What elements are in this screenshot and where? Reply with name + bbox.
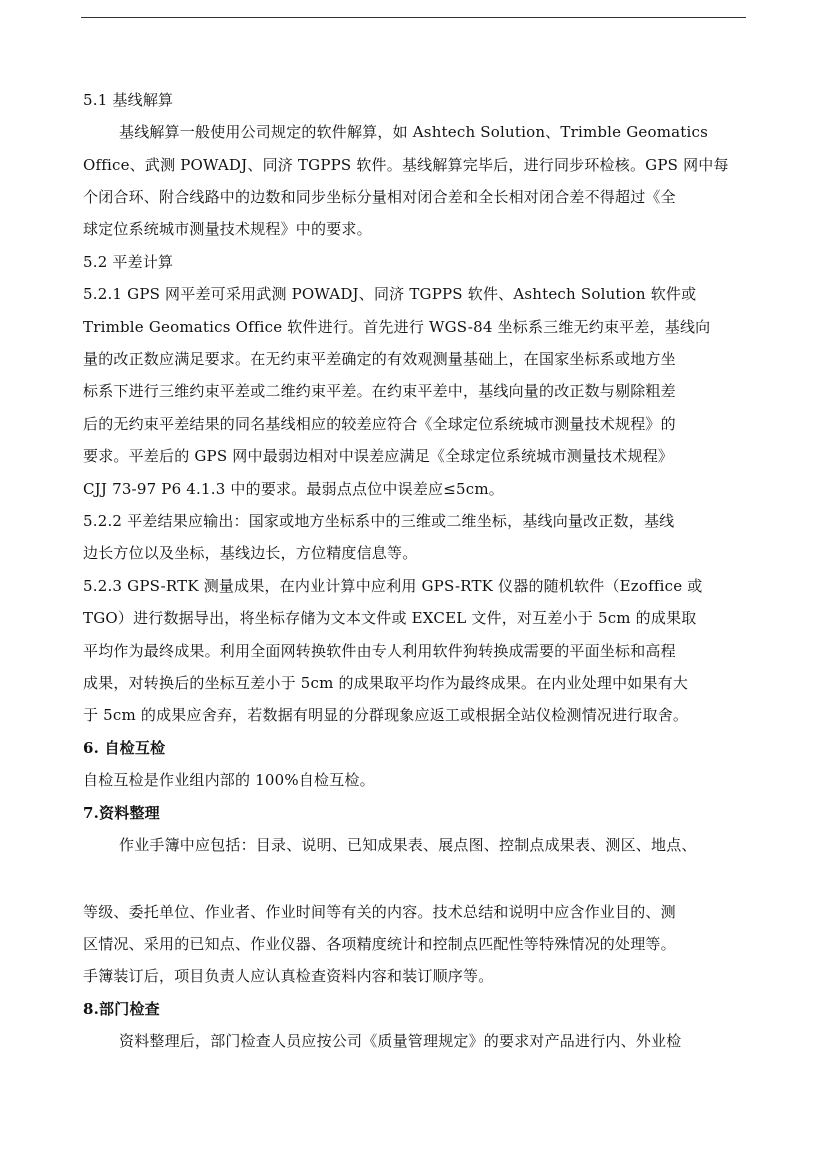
paragraph-line: 球定位系统城市测量技术规程》中的要求。 xyxy=(83,220,372,238)
heading-7: 7.资料整理 xyxy=(83,804,160,822)
paragraph-line: 个闭合环、附合线路中的边数和同步坐标分量相对闭合差和全长相对闭合差不得超过《全 xyxy=(83,188,676,206)
paragraph-line: Office、武测 POWADJ、同济 TGPPS 软件。基线解算完毕后，进行同步环检核。GPS 网中每 xyxy=(83,156,729,174)
paragraph-line: 5.2.3 GPS-RTK 测量成果，在内业计算中应利用 GPS-RTK 仪器的随机软件（Ezoffice 或 xyxy=(83,577,703,595)
heading-6: 6. 自检互检 xyxy=(83,739,166,757)
paragraph-line: Trimble Geomatics Office 软件进行。首先进行 WGS-84 坐标系三维无约束平差，基线向 xyxy=(83,318,711,336)
paragraph-line: 要求。平差后的 GPS 网中最弱边相对中误差应满足《全球定位系统城市测量技术规程》 xyxy=(83,447,674,465)
paragraph-line: 作业手簿中应包括：目录、说明、已知成果表、展点图、控制点成果表、测区、地点、 xyxy=(119,836,697,854)
paragraph-line: 成果，对转换后的坐标互差小于 5cm 的成果取平均作为最终成果。在内业处理中如果有大 xyxy=(83,674,689,692)
heading-8: 8.部门检查 xyxy=(83,1000,160,1018)
paragraph-line: 于 5cm 的成果应舍弃，若数据有明显的分群现象应返工或根据全站仪检测情况进行取舍。 xyxy=(83,706,689,724)
paragraph-line: 5.2.2 平差结果应输出：国家或地方坐标系中的三维或二维坐标，基线向量改正数，基线 xyxy=(83,512,675,530)
paragraph-line: 5.2.1 GPS 网平差可采用武测 POWADJ、同济 TGPPS 软件、Ashtech Solution 软件或 xyxy=(83,285,697,303)
heading-5-2: 5.2 平差计算 xyxy=(83,253,174,271)
paragraph-line: 资料整理后，部门检查人员应按公司《质量管理规定》的要求对产品进行内、外业检 xyxy=(119,1032,682,1050)
heading-5-1: 5.1 基线解算 xyxy=(83,91,174,109)
paragraph-line: 自检互检是作业组内部的 100%自检互检。 xyxy=(83,771,375,789)
paragraph-line: TGO）进行数据导出，将坐标存储为文本文件或 EXCEL 文件，对互差小于 5cm 的成果取 xyxy=(83,609,697,627)
paragraph-line: 边长方位以及坐标，基线边长，方位精度信息等。 xyxy=(83,544,418,562)
paragraph-line: 后的无约束平差结果的同名基线相应的较差应符合《全球定位系统城市测量技术规程》的 xyxy=(83,415,676,433)
header-rule xyxy=(81,17,746,18)
paragraph-line: 手簿装订后，项目负责人应认真检查资料内容和装订顺序等。 xyxy=(83,967,494,985)
paragraph-line: 量的改正数应满足要求。在无约束平差确定的有效观测量基础上，在国家坐标系或地方坐 xyxy=(83,350,676,368)
paragraph-line: CJJ 73-97 P6 4.1.3 中的要求。最弱点点位中误差应≤5cm。 xyxy=(83,480,504,498)
paragraph-line: 平均作为最终成果。利用全面网转换软件由专人利用软件狗转换成需要的平面坐标和高程 xyxy=(83,642,676,660)
paragraph-line: 基线解算一般使用公司规定的软件解算，如 Ashtech Solution、Trimble Geomatics xyxy=(119,123,708,141)
paragraph-line: 标系下进行三维约束平差或二维约束平差。在约束平差中，基线向量的改正数与剔除粗差 xyxy=(83,382,676,400)
paragraph-line: 区情况、采用的已知点、作业仪器、各项精度统计和控制点匹配性等特殊情况的处理等。 xyxy=(83,935,676,953)
paragraph-line: 等级、委托单位、作业者、作业时间等有关的内容。技术总结和说明中应含作业目的、测 xyxy=(83,903,676,921)
